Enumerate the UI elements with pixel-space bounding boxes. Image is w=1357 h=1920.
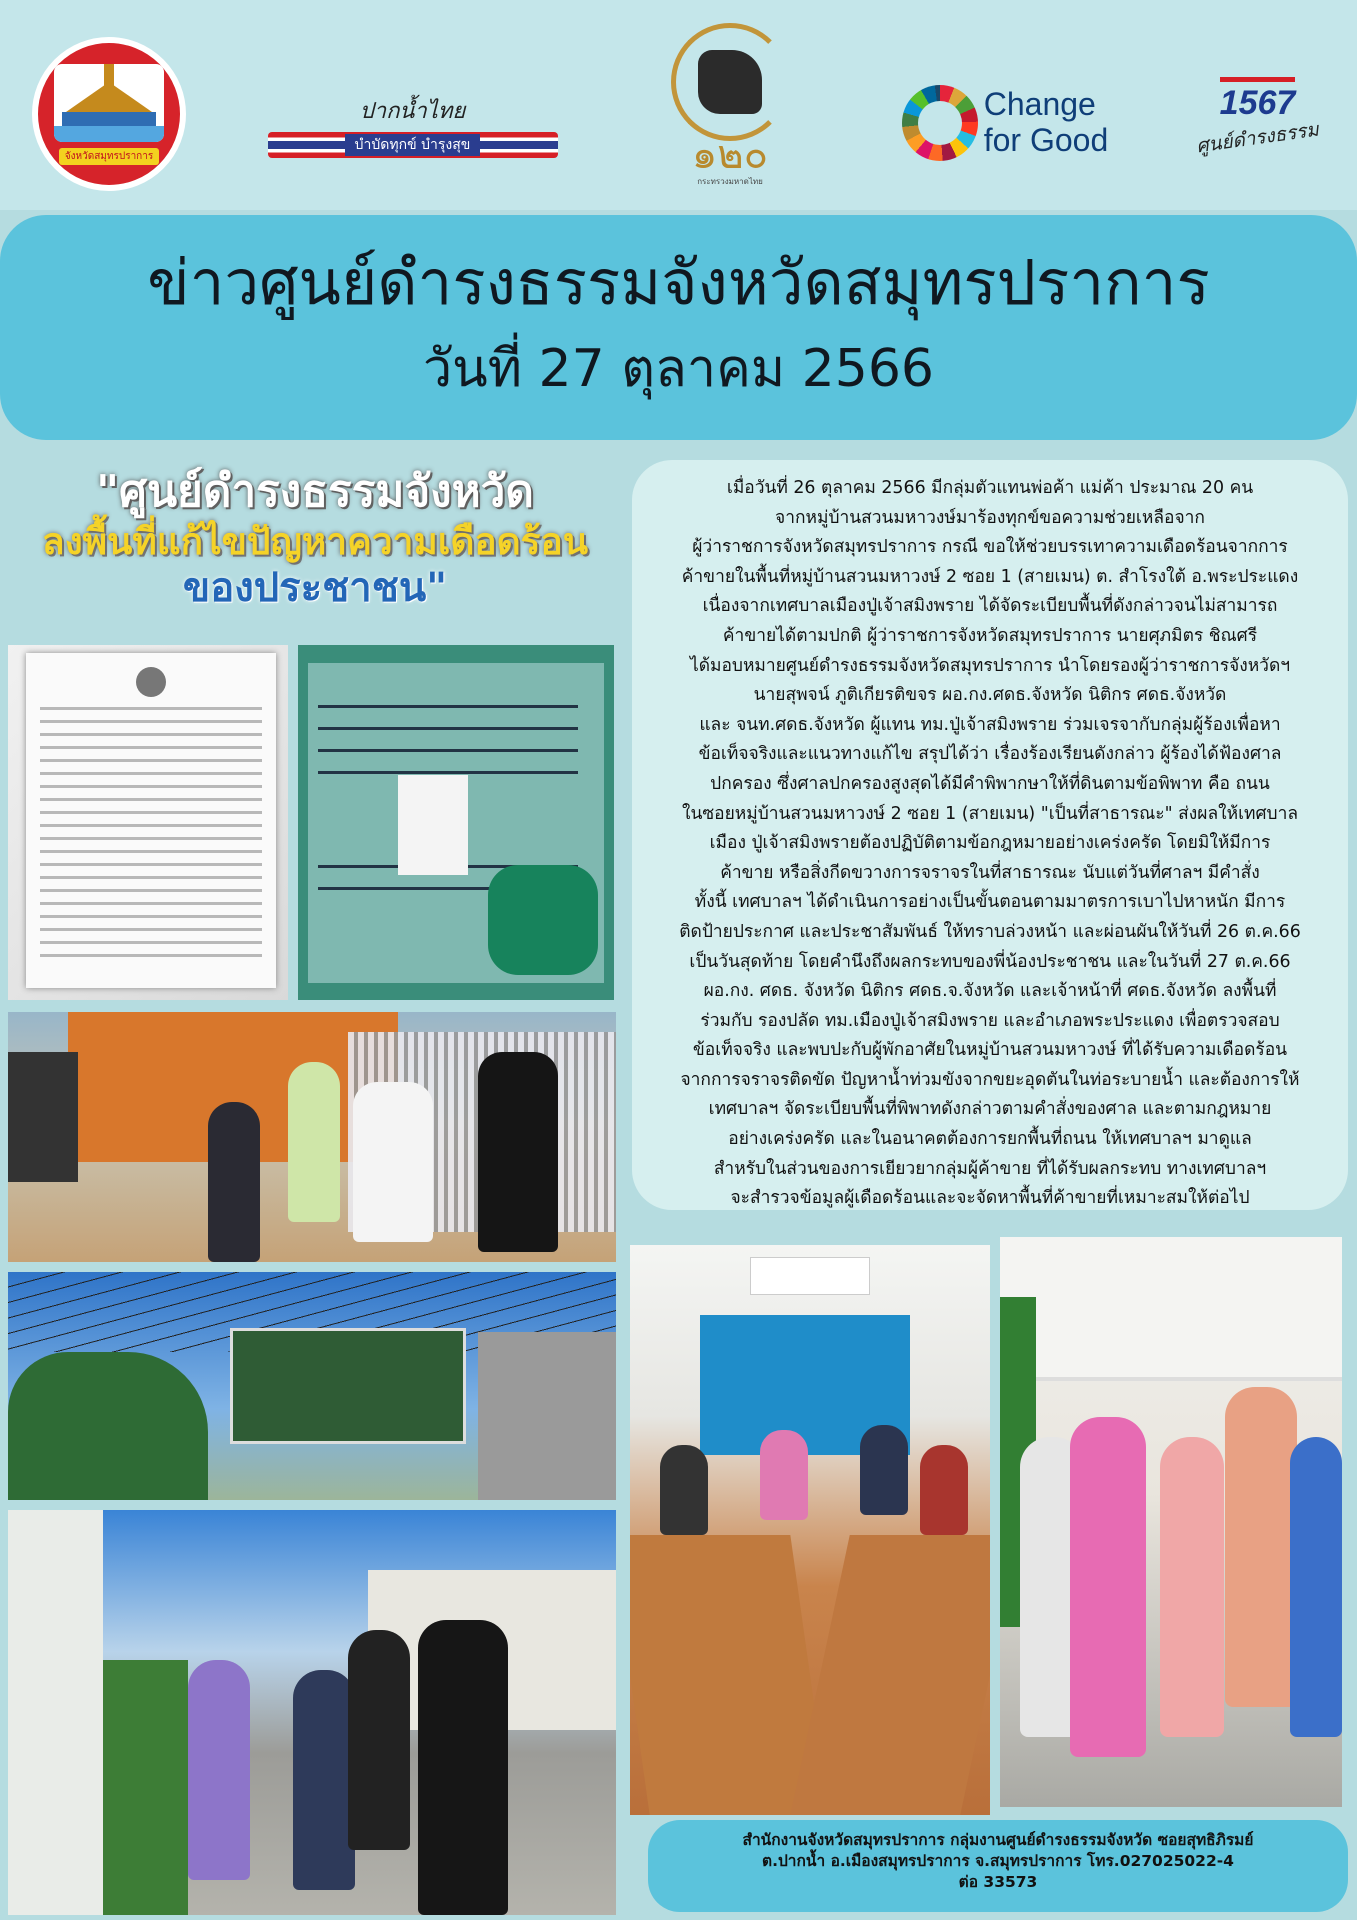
province-seal-label: จังหวัดสมุทรปราการ <box>59 148 159 165</box>
person-figure <box>1225 1387 1297 1707</box>
person-figure <box>920 1445 968 1535</box>
body-line: ปกครอง ซึ่งศาลปกครองสูงสุดได้มีคำพิพากษาให้ที่ดินตามข้อพิพาท คือ ถนน <box>710 773 1270 794</box>
hotline-number: 1567 <box>1220 77 1296 123</box>
person-figure <box>660 1445 708 1535</box>
ministry-caption: กระทรวงมหาดไทย <box>697 176 763 186</box>
body-line: ในซอยหมู่บ้านสวนมหาวงษ์ 2 ซอย 1 (สายเมน) "เป็นที่สาธารณะ" ส่งผลให้เทศบาล <box>681 803 1298 824</box>
body-line: ผู้ว่าราชการจังหวัดสมุทรปราการ กรณี ขอให้ช่วยบรรเทาความเดือดร้อนจากการ <box>692 537 1288 558</box>
samut-prakan-province-seal <box>32 37 186 191</box>
body-line: นายสุพจน์ ภูติเกียรติขจร ผอ.กง.ศดธ.จังหวัด นิติกร ศดธ.จังหวัด <box>753 685 1227 706</box>
change-for-good-text <box>984 87 1109 159</box>
meeting-room-photo <box>630 1245 990 1815</box>
person-figure <box>860 1425 908 1515</box>
ministry-of-interior-120-logo <box>660 20 800 190</box>
public-notice-banner-photo <box>8 1272 616 1500</box>
body-line: เทศบาลฯ จัดระเบียบพื้นที่พิพาทดังกล่าวตามคำสั่งของศาล และตามกฎหมาย <box>708 1099 1272 1120</box>
sdg-wheel-icon <box>902 85 978 161</box>
change-word: Change <box>983 85 1096 122</box>
court-document-photo <box>8 645 288 1000</box>
body-line: และ จนท.ศดธ.จังหวัด ผู้แทน ทม.ปู่เจ้าสมิงพราย ร่วมเจรจากับกลุ่มผู้ร้องเพื่อหา <box>699 714 1281 735</box>
document-paper <box>26 653 276 988</box>
thai-motto-logo <box>265 85 560 165</box>
site-visit-gate-photo <box>8 1012 616 1262</box>
headline-line-3: ของประชาชน" <box>182 564 448 611</box>
body-line: จะสำรวจข้อมูลผู้เดือดร้อนและจะจัดหาพื้นที่ค้าขายที่เหมาะสมให้ต่อไป <box>730 1188 1250 1209</box>
body-line: อย่างเคร่งครัด และในอนาคตต้องการยกพื้นที่ถนน ให้เทศบาลฯ มาดูแล <box>728 1129 1252 1150</box>
posted-notice <box>398 775 468 875</box>
damrongdhama-script: ศูนย์ดำรงธรรม <box>1194 118 1321 158</box>
person-figure <box>1290 1437 1342 1737</box>
body-line: สำหรับในส่วนของการเยียวยากลุ่มผู้ค้าขาย ที่ได้รับผลกระทบ ทางเทศบาลฯ <box>713 1158 1267 1179</box>
person-figure <box>208 1102 260 1262</box>
body-line: เนื่องจากเทศบาลเมืองปู่เจ้าสมิงพราย ได้จัดระเบียบพื้นที่ดังกล่าวจนไม่สามารถ <box>702 596 1278 617</box>
headline-line-1: "ศูนย์ดำรงธรรมจังหวัด <box>96 466 534 517</box>
news-headline <box>0 465 630 613</box>
person-figure <box>1160 1437 1224 1737</box>
body-line: ทั้งนี้ เทศบาลฯ ได้ดำเนินการอย่างเป็นขั้นตอนตามมาตรการเบาไปหาหนัก มีการ <box>694 892 1286 913</box>
municipality-sign-photo <box>298 645 614 1000</box>
lion-emblem-icon <box>671 23 789 141</box>
temple-emblem-icon <box>54 64 164 142</box>
body-line: ค้าขาย หรือสิ่งกีดขวางการจราจรในที่สาธารณะ นับแต่วันที่ศาลฯ มีคำสั่ง <box>720 862 1260 883</box>
body-line: ค้าขายในพื้นที่หมู่บ้านสวนมหาวงษ์ 2 ซอย 1 (สายเมน) ต. สำโรงใต้ อ.พระประแดง <box>681 566 1299 587</box>
body-line: ข้อเท็จจริงและแนวทางแก้ไข สรุปได้ว่า เรื่องร้องเรียนดังกล่าว ผู้ร้องได้ฟ้องศาล <box>698 744 1282 765</box>
person-figure <box>293 1670 355 1890</box>
footer-line-3: ต่อ 33573 <box>958 1873 1038 1891</box>
body-line: ค้าขายได้ตามปกติ ผู้ว่าราชการจังหวัดสมุทรปราการ นายศุภมิตร ชิณศรี <box>722 625 1258 646</box>
news-body-panel <box>632 460 1348 1210</box>
residents-meeting-photo <box>1000 1237 1342 1807</box>
thai-flag-ribbon <box>268 132 558 158</box>
body-line: จากหมู่บ้านสวนมหาวงษ์มาร้องทุกข์ขอความช่วยเหลือจาก <box>775 507 1205 528</box>
body-line: ติดป้ายประกาศ และประชาสัมพันธ์ ให้ทราบล่วงหน้า และผ่อนผันให้วันที่ 26 ต.ค.66 <box>679 921 1301 942</box>
body-line: เมื่อวันที่ 26 ตุลาคม 2566 มีกลุ่มตัวแทนพ่อค้า แม่ค้า ประมาณ 20 คน <box>726 478 1254 498</box>
news-date: วันที่ 27 ตุลาคม 2566 <box>422 339 934 400</box>
body-line: จากการจราจรติดขัด ปัญหาน้ำท่วมขังจากขยะอุดตันในท่อระบายน้ำ และต้องการให้ <box>680 1069 1300 1090</box>
motto-script: ปากน้ำไทย <box>359 98 466 124</box>
street-inspection-photo <box>8 1510 616 1915</box>
person-figure <box>288 1062 340 1222</box>
body-line: ข้อเท็จจริง และพบปะกับผู้พักอาศัยในหมู่บ้านสวนมหาวงษ์ ที่ได้รับความเดือดร้อน <box>692 1040 1288 1061</box>
footer-line-1: สำนักงานจังหวัดสมุทรปราการ กลุ่มงานศูนย์ดำรงธรรมจังหวัด ซอยสุทธิภิรมย์ <box>742 1831 1254 1849</box>
page-title: ข่าวศูนย์ดำรงธรรมจังหวัดสมุทรปราการ <box>147 246 1210 319</box>
air-conditioner <box>750 1257 870 1295</box>
footer-line-2: ต.ปากน้ำ อ.เมืองสมุทรปราการ จ.สมุทรปราการ โทร.027025022-4 <box>762 1852 1234 1870</box>
body-line: ได้มอบหมายศูนย์ดำรงธรรมจังหวัดสมุทรปราการ นำโดยรองผู้ว่าราชการจังหวัดฯ <box>689 655 1291 676</box>
person-figure <box>478 1052 558 1252</box>
anniversary-number: ๑๒๐ <box>691 131 769 178</box>
green-notice-banner <box>230 1328 466 1444</box>
office-contact-footer <box>648 1820 1348 1912</box>
person-figure <box>760 1430 808 1520</box>
parked-car <box>8 1052 78 1182</box>
body-line: เป็นวันสุดท้าย โดยคำนึงถึงผลกระทบของพี่น้องประชาชน และในวันที่ 27 ต.ค.66 <box>689 951 1291 972</box>
damrongdhama-1567-logo <box>1195 55 1320 175</box>
change-for-good-logo <box>890 75 1120 170</box>
motto-banner-text: บำบัดทุกข์ บำรุงสุข <box>345 134 481 156</box>
person-figure <box>348 1630 410 1850</box>
body-line: เมือง ปู่เจ้าสมิงพรายต้องปฏิบัติตามข้อกฎหมายอย่างเคร่งครัด โดยมิให้มีการ <box>709 833 1271 854</box>
body-line: ร่วมกับ รองปลัด ทม.เมืองปู่เจ้าสมิงพราย และอำเภอพระประแดง เพื่อตรวจสอบ <box>700 1010 1280 1031</box>
person-figure <box>1070 1417 1146 1757</box>
headline-line-2: ลงพื้นที่แก้ไขปัญหาความเดือดร้อน <box>41 519 589 563</box>
body-line: ผอ.กง. ศดธ. จังหวัด นิติกร ศดธ.จ.จังหวัด และเจ้าหน้าที่ ศดธ.จังหวัด ลงพื้นที่ <box>703 981 1277 1002</box>
person-figure <box>353 1082 433 1242</box>
for-good-words: for Good <box>983 121 1109 158</box>
garuda-emblem-icon <box>136 667 166 697</box>
person-figure <box>418 1620 508 1915</box>
person-figure <box>188 1660 250 1880</box>
title-panel <box>0 215 1357 440</box>
